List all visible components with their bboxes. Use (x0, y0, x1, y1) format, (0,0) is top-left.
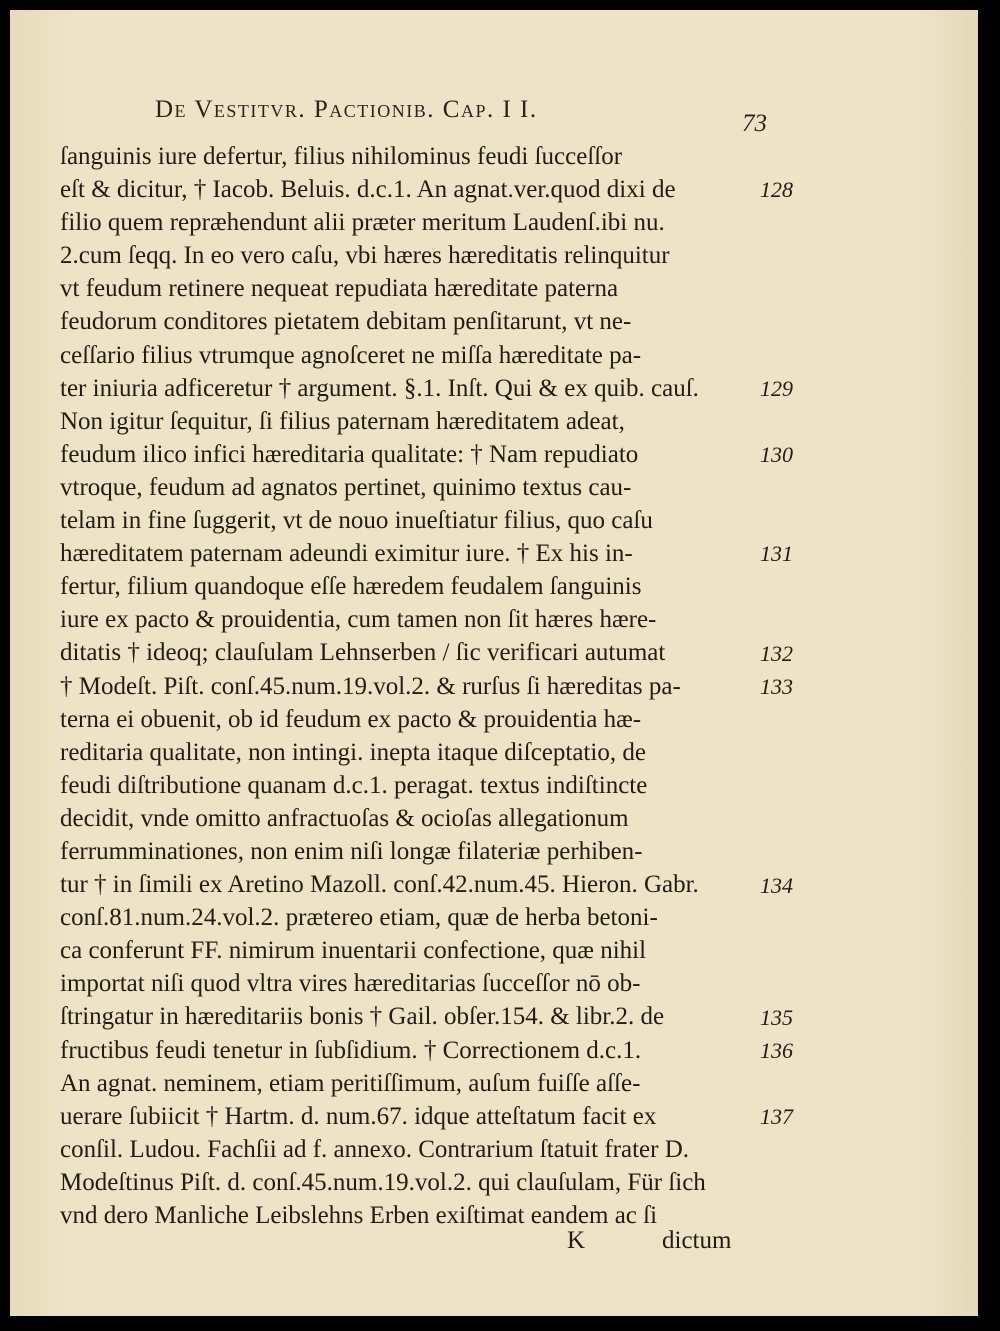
text-line: decidit, vnde omitto anfractuoſas & ocioſas allegationum (60, 804, 629, 832)
book-page (10, 10, 978, 1316)
text-line: vt feudum retinere nequeat repudiata hӕreditate paterna (60, 275, 619, 303)
text-line: ditatis † ideoq; clauſulam Lehnserben / ſic verificari autumat (60, 639, 666, 667)
text-line: importat niſi quod vltra vires hӕreditarias ſucceſſor nō ob- (60, 970, 641, 998)
text-line: feudi diſtributione quanam d.c.1. peragat. textus indiſtincte (60, 771, 648, 799)
running-head: De Vestitvr. Pactionib. Cap. I I. (155, 96, 538, 123)
signature-mark: K (567, 1227, 586, 1254)
text-line: filio quem reprӕhendunt alii prӕter meritum Laudenſ.ibi nu. (60, 209, 665, 237)
margin-number: 132 (760, 641, 793, 666)
page-number: 73 (742, 110, 767, 137)
text-line: 2.cum ſeqq. In eo vero caſu, vbi hӕres hӕreditatis relinquitur (60, 242, 670, 270)
text-line: feudorum conditores pietatem debitam penſitarunt, vt ne- (60, 308, 632, 336)
margin-number: 133 (760, 674, 793, 699)
margin-number: 134 (760, 873, 793, 898)
text-line: vnd dero Manliche Leibslehns Erben exiſtimat eandem ac ſi (60, 1202, 658, 1229)
text-line: tur † in ſimili ex Aretino Mazoll. conſ.42.num.45. Hieron. Gabr. (60, 871, 699, 899)
text-line: telam in fine ſuggerit, vt de nouo inueſtiatur filius, quo caſu (60, 507, 653, 535)
text-line: reditaria qualitate, non intingi. inepta itaque diſceptatio, de (60, 738, 646, 766)
text-line: Modeſtinus Piſt. d. conſ.45.num.19.vol.2. qui clauſulam, Für ſich (60, 1168, 706, 1196)
text-line: ca conferunt FF. nimirum inuentarii confectione, quӕ nihil (60, 937, 647, 965)
text-line: conſil. Ludou. Fachſii ad f. annexo. Contrarium ſtatuit frater D. (60, 1135, 690, 1163)
text-line: fructibus feudi tenetur in ſubſidium. † Correctionem d.c.1. (60, 1036, 642, 1064)
text-block (60, 140, 790, 1232)
text-line: ter iniuria adficeretur † argument. §.1. Inſt. Qui & ex quib. cauſ. (60, 374, 699, 402)
text-line: ſanguinis iure defertur, filius nihilominus feudi ſucceſſor (60, 143, 623, 170)
text-line: † Modeſt. Piſt. conſ.45.num.19.vol.2. & rurſus ſi hӕreditas pa- (60, 672, 681, 700)
text-line: ferrumminationes, non enim niſi longӕ filateriӕ perhiben- (60, 837, 643, 865)
text-line: eſt & dicitur, † Iacob. Beluis. d.c.1. An agnat.ver.quod dixi de (60, 176, 676, 204)
text-line: ceſſario filius vtrumque agnoſceret ne miſſa hӕreditate pa- (60, 341, 642, 369)
text-line: uerare ſubiicit † Hartm. d. num.67. idque atteſtatum facit ex (60, 1102, 657, 1130)
margin-number: 130 (760, 442, 793, 467)
text-line: conſ.81.num.24.vol.2. prӕtereo etiam, quӕ de herba betoni- (60, 904, 658, 932)
catchword: dictum (662, 1227, 732, 1254)
text-line: An agnat. neminem, etiam peritiſſimum, auſum fuiſſe aſſe- (60, 1069, 641, 1097)
margin-number: 131 (760, 541, 793, 566)
text-line: hӕreditatem paternam adeundi eximitur iure. † Ex his in- (60, 540, 633, 568)
margin-number: 128 (760, 177, 793, 202)
text-line: terna ei obuenit, ob id feudum ex pacto & prouidentia hӕ- (60, 705, 642, 733)
margin-number: 136 (760, 1038, 793, 1063)
text-line: fertur, filium quandoque eſſe hӕredem feudalem ſanguinis (60, 573, 642, 601)
text-line: ſtringatur in hӕreditariis bonis † Gail. obſer.154. & libr.2. de (60, 1003, 665, 1031)
margin-number: 135 (760, 1005, 793, 1030)
text-line: feudum ilico infici hӕreditaria qualitate: † Nam repudiato (60, 440, 639, 468)
margin-number: 129 (760, 376, 793, 401)
text-line: vtroque, feudum ad agnatos pertinet, quinimo textus cau- (60, 473, 632, 501)
text-line: iure ex pacto & prouidentia, cum tamen non ſit hӕres hӕre- (60, 606, 657, 634)
margin-number: 137 (760, 1104, 793, 1129)
text-line: Non igitur ſequitur, ſi filius paternam hӕreditatem adeat, (60, 407, 625, 435)
